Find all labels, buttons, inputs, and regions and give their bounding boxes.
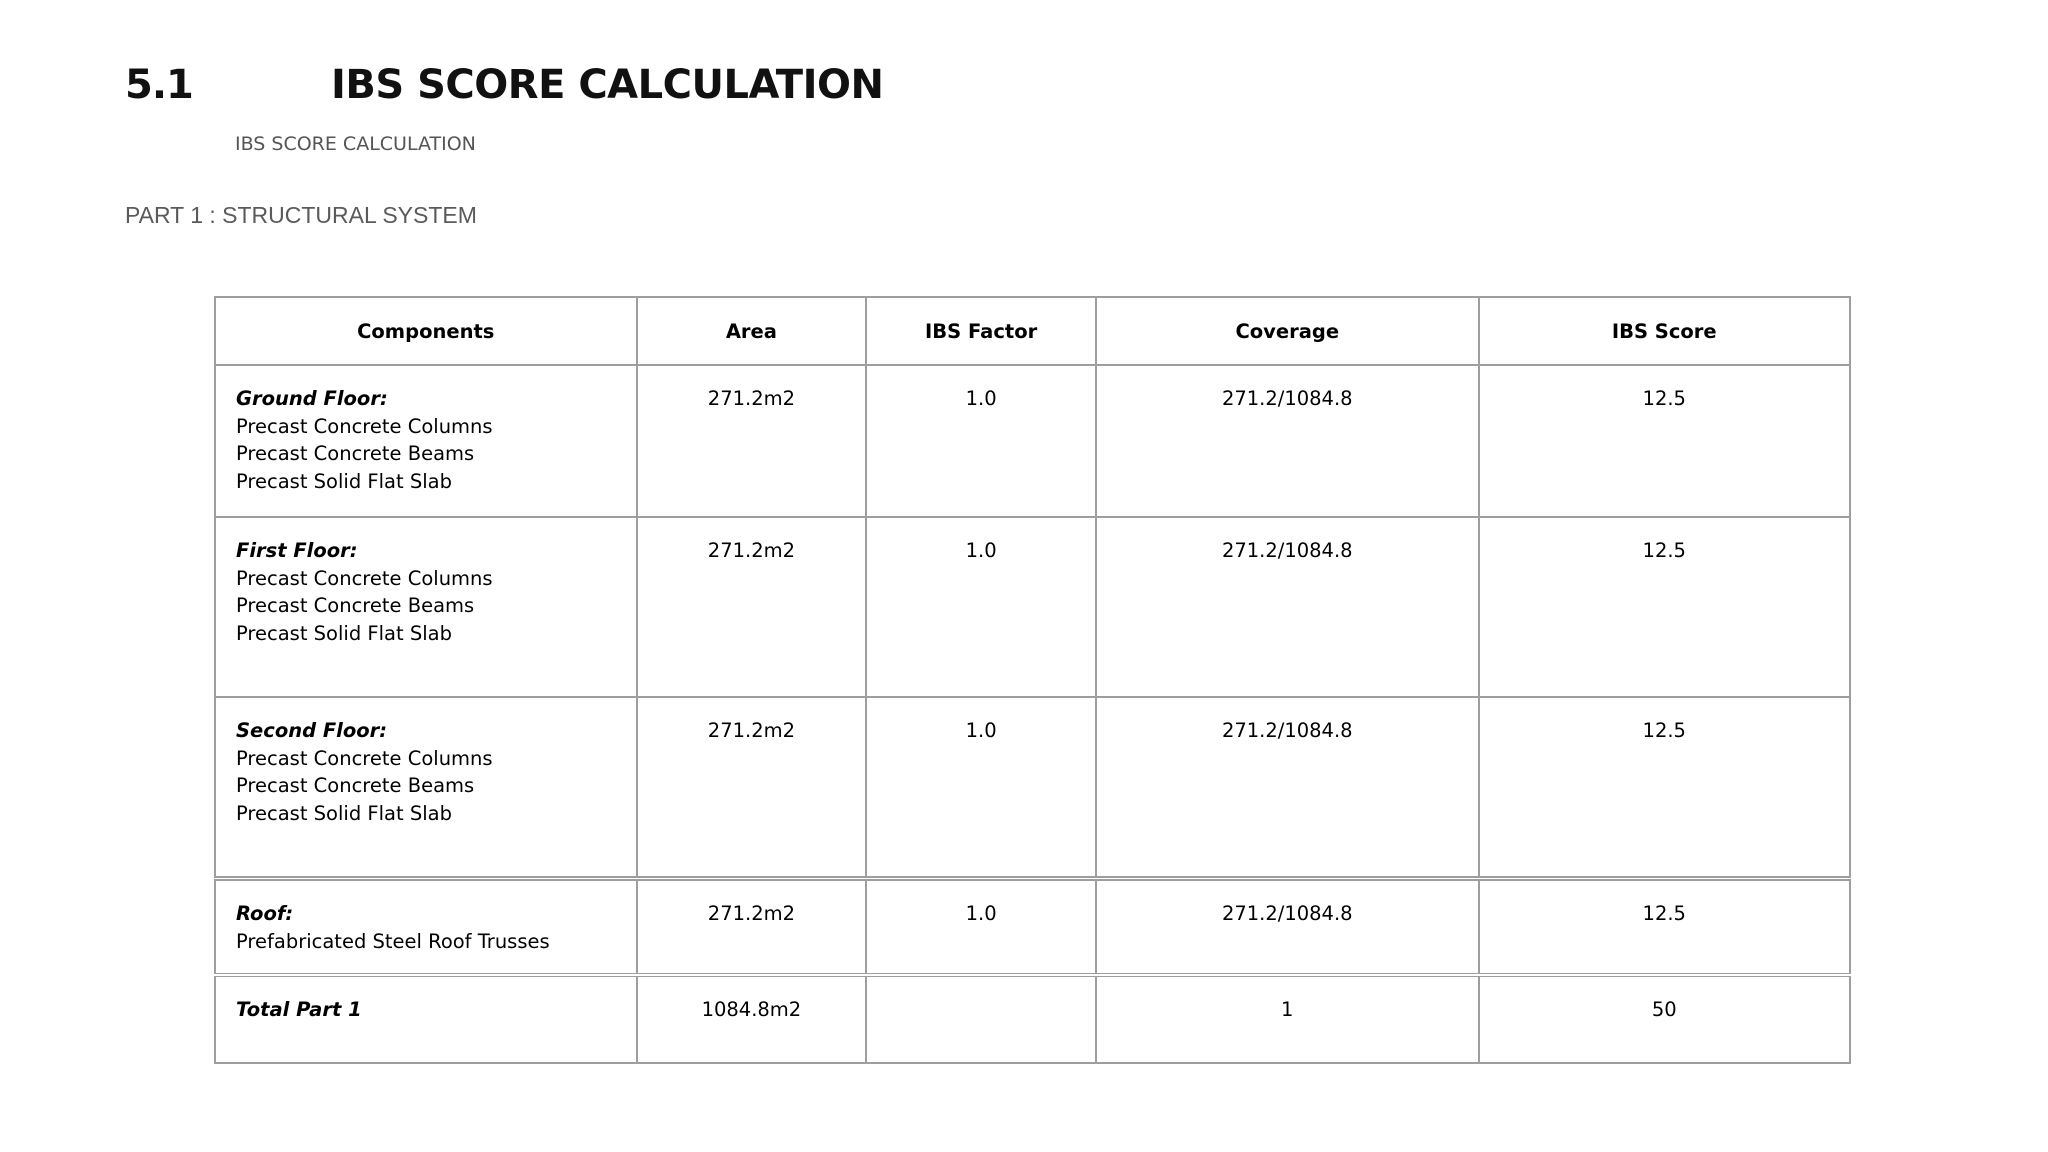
table-row-total: [215, 975, 1850, 1063]
component-item: Precast Concrete Columns: [236, 566, 493, 590]
table-header-row: [215, 297, 1850, 365]
column-header-components: Components: [215, 297, 637, 365]
table-row-second-floor: [215, 697, 1850, 879]
total-coverage-cell: 1: [1096, 975, 1479, 1063]
component-item: Precast Concrete Beams: [236, 594, 475, 617]
ibs-score-cell: 12.5: [1479, 879, 1850, 976]
area-cell: 271.2m2: [637, 879, 867, 976]
coverage-cell: 271.2/1084.8: [1096, 697, 1479, 879]
area-cell: 271.2m2: [637, 365, 867, 517]
ibs-factor-cell: 1.0: [866, 697, 1096, 879]
ibs-score-cell: 12.5: [1479, 517, 1850, 697]
component-heading: Roof:: [236, 902, 294, 925]
component-heading: Ground Floor:: [236, 387, 388, 410]
column-header-area: Area: [637, 297, 867, 365]
component-heading: First Floor:: [236, 539, 358, 562]
table-row-roof: [215, 879, 1850, 976]
ibs-factor-cell: 1.0: [866, 517, 1096, 697]
total-ibs-score-cell: 50: [1479, 975, 1850, 1063]
ibs-score-cell: 12.5: [1479, 697, 1850, 879]
component-item: Precast Concrete Beams: [236, 774, 475, 797]
component-item: Precast Solid Flat Slab: [236, 469, 452, 493]
components-cell: [215, 697, 637, 879]
total-area-cell: 1084.8m2: [637, 975, 867, 1063]
table-row-first-floor: [215, 517, 1850, 697]
section-title: IBS SCORE CALCULATION: [331, 62, 884, 108]
area-cell: 271.2m2: [637, 697, 867, 879]
coverage-cell: 271.2/1084.8: [1096, 517, 1479, 697]
total-label-cell: [215, 975, 637, 1063]
component-item: Precast Concrete Columns: [236, 414, 493, 438]
component-item: Precast Concrete Beams: [236, 442, 475, 465]
total-ibs-factor-cell: [866, 975, 1096, 1063]
section-number: 5.1: [125, 62, 193, 108]
sub-title: IBS SCORE CALCULATION: [235, 133, 476, 155]
ibs-score-table: [214, 296, 1851, 1064]
component-item: Precast Concrete Columns: [236, 746, 493, 770]
area-cell: 271.2m2: [637, 517, 867, 697]
column-header-coverage: Coverage: [1096, 297, 1479, 365]
ibs-factor-cell: 1.0: [866, 879, 1096, 976]
component-item: Precast Solid Flat Slab: [236, 801, 452, 825]
coverage-cell: 271.2/1084.8: [1096, 365, 1479, 517]
column-header-ibs-score: IBS Score: [1479, 297, 1850, 365]
components-cell: [215, 517, 637, 697]
table-row-ground-floor: [215, 365, 1850, 517]
component-item: Prefabricated Steel Roof Trusses: [236, 929, 550, 953]
component-item: Precast Solid Flat Slab: [236, 621, 452, 645]
part-title: PART 1 : STRUCTURAL SYSTEM: [125, 202, 477, 228]
total-heading: Total Part 1: [236, 998, 362, 1021]
ibs-score-cell: 12.5: [1479, 365, 1850, 517]
components-cell: [215, 879, 637, 976]
ibs-factor-cell: 1.0: [866, 365, 1096, 517]
components-cell: [215, 365, 637, 517]
component-heading: Second Floor:: [236, 719, 388, 742]
coverage-cell: 271.2/1084.8: [1096, 879, 1479, 976]
column-header-ibs-factor: IBS Factor: [866, 297, 1096, 365]
